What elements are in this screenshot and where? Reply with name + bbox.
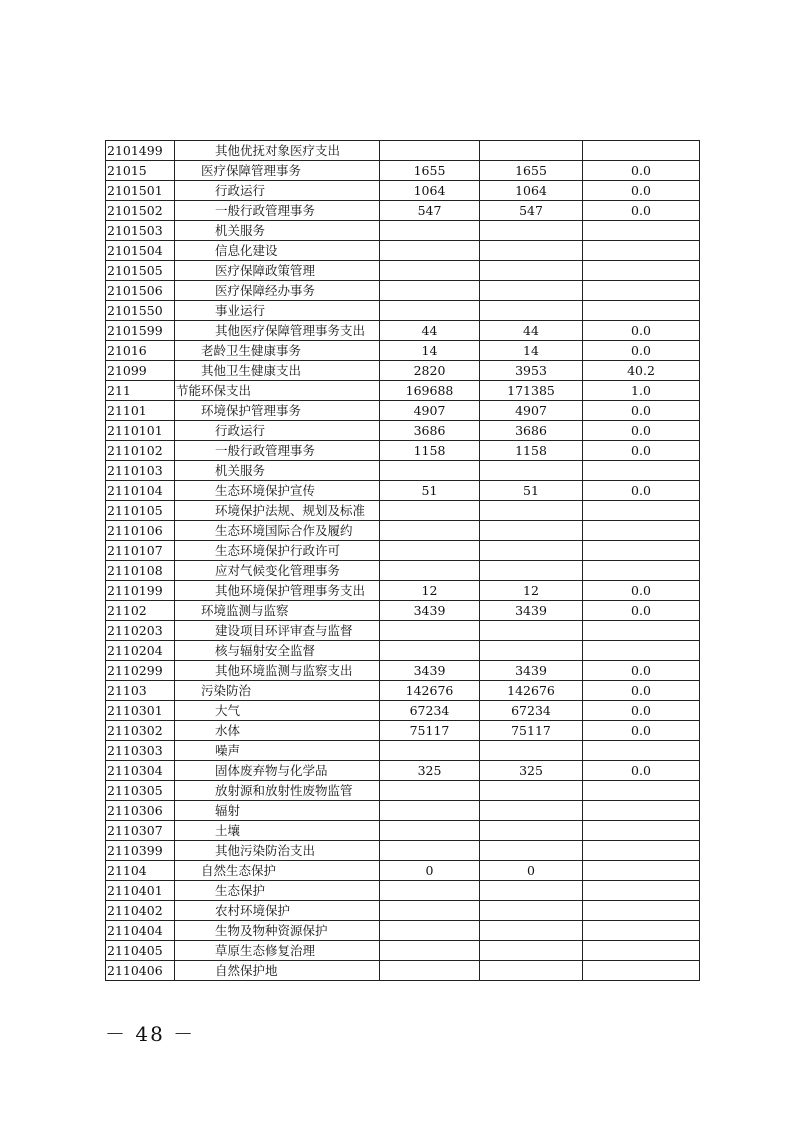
row-value-3: 0.0 [583, 601, 700, 621]
row-value-2: 1655 [480, 161, 583, 181]
table-row [106, 241, 700, 261]
table-row [106, 421, 700, 441]
row-value-1: 3439 [380, 661, 480, 681]
table-row [106, 661, 700, 681]
row-name: 其他医疗保障管理事务支出 [175, 321, 380, 341]
row-code: 2110101 [106, 421, 175, 441]
row-name: 应对气候变化管理事务 [175, 561, 380, 581]
row-value-3 [583, 821, 700, 841]
row-value-2 [480, 301, 583, 321]
row-value-2 [480, 221, 583, 241]
row-name: 医疗保障经办事务 [175, 281, 380, 301]
table-row [106, 721, 700, 741]
row-value-1 [380, 141, 480, 161]
row-value-3 [583, 921, 700, 941]
row-value-2: 14 [480, 341, 583, 361]
row-value-1 [380, 281, 480, 301]
row-value-1: 12 [380, 581, 480, 601]
table-row [106, 941, 700, 961]
row-value-2 [480, 501, 583, 521]
row-value-2: 171385 [480, 381, 583, 401]
row-value-3: 0.0 [583, 321, 700, 341]
row-code: 2101505 [106, 261, 175, 281]
row-value-1: 14 [380, 341, 480, 361]
table-row [106, 361, 700, 381]
row-value-3 [583, 901, 700, 921]
row-value-1: 547 [380, 201, 480, 221]
row-name: 医疗保障管理事务 [175, 161, 380, 181]
table-row [106, 461, 700, 481]
row-value-2 [480, 561, 583, 581]
row-value-2: 3686 [480, 421, 583, 441]
row-value-1: 75117 [380, 721, 480, 741]
row-code: 21099 [106, 361, 175, 381]
row-name: 事业运行 [175, 301, 380, 321]
table-row [106, 281, 700, 301]
row-code: 21016 [106, 341, 175, 361]
row-value-2: 3439 [480, 601, 583, 621]
table-row [106, 541, 700, 561]
row-value-1: 0 [380, 861, 480, 881]
table-row [106, 641, 700, 661]
row-value-3: 0.0 [583, 581, 700, 601]
row-value-1 [380, 641, 480, 661]
row-code: 2110401 [106, 881, 175, 901]
row-value-2 [480, 261, 583, 281]
row-value-2 [480, 241, 583, 261]
row-code: 2110404 [106, 921, 175, 941]
row-value-2 [480, 781, 583, 801]
row-value-3 [583, 221, 700, 241]
row-code: 2110108 [106, 561, 175, 581]
row-value-1 [380, 221, 480, 241]
row-value-3 [583, 241, 700, 261]
row-code: 2110306 [106, 801, 175, 821]
row-code: 2110402 [106, 901, 175, 921]
table-row [106, 341, 700, 361]
row-name: 节能环保支出 [175, 381, 380, 401]
row-value-2: 3953 [480, 361, 583, 381]
table-row [106, 321, 700, 341]
row-value-2 [480, 921, 583, 941]
row-value-1: 142676 [380, 681, 480, 701]
row-name: 其他优抚对象医疗支出 [175, 141, 380, 161]
table-row [106, 181, 700, 201]
row-value-2 [480, 281, 583, 301]
table-row [106, 301, 700, 321]
table-row [106, 701, 700, 721]
row-value-2 [480, 461, 583, 481]
row-name: 农村环境保护 [175, 901, 380, 921]
row-name: 大气 [175, 701, 380, 721]
row-value-1 [380, 521, 480, 541]
row-value-3 [583, 541, 700, 561]
row-name: 生态环境国际合作及履约 [175, 521, 380, 541]
row-code: 2101502 [106, 201, 175, 221]
row-value-3 [583, 461, 700, 481]
row-name: 其他环境保护管理事务支出 [175, 581, 380, 601]
table-row [106, 621, 700, 641]
row-code: 2110307 [106, 821, 175, 841]
row-value-1 [380, 561, 480, 581]
row-value-3 [583, 841, 700, 861]
row-value-3 [583, 521, 700, 541]
row-name: 其他污染防治支出 [175, 841, 380, 861]
row-name: 草原生态修复治理 [175, 941, 380, 961]
row-value-1: 3686 [380, 421, 480, 441]
row-name: 一般行政管理事务 [175, 201, 380, 221]
row-value-1: 4907 [380, 401, 480, 421]
row-value-1: 1158 [380, 441, 480, 461]
row-name: 核与辐射安全监督 [175, 641, 380, 661]
row-value-3: 0.0 [583, 721, 700, 741]
row-value-3: 40.2 [583, 361, 700, 381]
row-name: 信息化建设 [175, 241, 380, 261]
row-value-2: 325 [480, 761, 583, 781]
row-name: 机关服务 [175, 461, 380, 481]
row-value-2: 142676 [480, 681, 583, 701]
table-row [106, 901, 700, 921]
row-value-1: 67234 [380, 701, 480, 721]
row-value-2: 67234 [480, 701, 583, 721]
row-code: 2110405 [106, 941, 175, 961]
row-code: 2101550 [106, 301, 175, 321]
row-value-1 [380, 741, 480, 761]
row-code: 21102 [106, 601, 175, 621]
row-name: 环境保护法规、规划及标准 [175, 501, 380, 521]
row-name: 土壤 [175, 821, 380, 841]
row-name: 生态环境保护行政许可 [175, 541, 380, 561]
row-value-2: 0 [480, 861, 583, 881]
row-name: 行政运行 [175, 421, 380, 441]
row-value-3 [583, 801, 700, 821]
table-row [106, 821, 700, 841]
table-row [106, 521, 700, 541]
row-code: 2101506 [106, 281, 175, 301]
row-code: 2101501 [106, 181, 175, 201]
row-code: 2110302 [106, 721, 175, 741]
row-name: 生态环境保护宣传 [175, 481, 380, 501]
row-value-2 [480, 941, 583, 961]
row-name: 污染防治 [175, 681, 380, 701]
row-value-1 [380, 261, 480, 281]
row-value-3: 0.0 [583, 701, 700, 721]
row-code: 2101504 [106, 241, 175, 261]
row-name: 辐射 [175, 801, 380, 821]
row-value-2: 12 [480, 581, 583, 601]
row-code: 2101503 [106, 221, 175, 241]
table-row [106, 581, 700, 601]
table-row [106, 381, 700, 401]
row-value-2: 44 [480, 321, 583, 341]
row-value-2 [480, 741, 583, 761]
row-value-2 [480, 841, 583, 861]
row-value-3: 0.0 [583, 761, 700, 781]
row-value-2: 547 [480, 201, 583, 221]
row-value-1 [380, 801, 480, 821]
row-value-1 [380, 621, 480, 641]
row-code: 21101 [106, 401, 175, 421]
row-name: 水体 [175, 721, 380, 741]
row-value-1 [380, 901, 480, 921]
row-value-2 [480, 881, 583, 901]
row-value-2: 4907 [480, 401, 583, 421]
row-value-3 [583, 281, 700, 301]
row-value-3: 0.0 [583, 681, 700, 701]
table-row [106, 401, 700, 421]
row-value-1 [380, 881, 480, 901]
row-value-3: 0.0 [583, 661, 700, 681]
row-code: 2101499 [106, 141, 175, 161]
table-body [106, 141, 700, 981]
row-value-2: 75117 [480, 721, 583, 741]
table-row [106, 441, 700, 461]
row-value-3: 0.0 [583, 481, 700, 501]
row-code: 21103 [106, 681, 175, 701]
row-value-3: 0.0 [583, 341, 700, 361]
row-name: 自然保护地 [175, 961, 380, 981]
table-row [106, 741, 700, 761]
row-name: 建设项目环评审查与监督 [175, 621, 380, 641]
row-value-3: 0.0 [583, 181, 700, 201]
row-code: 2110299 [106, 661, 175, 681]
row-value-2 [480, 821, 583, 841]
table-row [106, 881, 700, 901]
row-value-3: 0.0 [583, 201, 700, 221]
row-value-2 [480, 641, 583, 661]
row-name: 行政运行 [175, 181, 380, 201]
row-name: 老龄卫生健康事务 [175, 341, 380, 361]
table-row [106, 261, 700, 281]
row-value-1: 325 [380, 761, 480, 781]
row-value-1 [380, 941, 480, 961]
row-value-2 [480, 961, 583, 981]
row-name: 其他卫生健康支出 [175, 361, 380, 381]
row-value-3 [583, 301, 700, 321]
row-value-3 [583, 741, 700, 761]
row-value-1: 3439 [380, 601, 480, 621]
row-value-1: 169688 [380, 381, 480, 401]
row-code: 2110399 [106, 841, 175, 861]
row-value-2 [480, 521, 583, 541]
table-row [106, 161, 700, 181]
table-row [106, 681, 700, 701]
row-value-1 [380, 541, 480, 561]
row-value-2 [480, 801, 583, 821]
table-row [106, 221, 700, 241]
row-value-3 [583, 781, 700, 801]
table-row [106, 801, 700, 821]
table-row [106, 841, 700, 861]
row-value-1 [380, 501, 480, 521]
table-row [106, 761, 700, 781]
row-value-3 [583, 961, 700, 981]
row-value-1: 51 [380, 481, 480, 501]
row-name: 环境监测与监察 [175, 601, 380, 621]
row-value-3: 0.0 [583, 421, 700, 441]
row-value-3 [583, 941, 700, 961]
budget-table [105, 140, 700, 981]
row-value-2 [480, 901, 583, 921]
row-value-2: 1064 [480, 181, 583, 201]
row-value-3 [583, 501, 700, 521]
row-code: 2110107 [106, 541, 175, 561]
row-code: 2110104 [106, 481, 175, 501]
row-value-1 [380, 461, 480, 481]
row-value-3 [583, 641, 700, 661]
table-row [106, 921, 700, 941]
row-value-3 [583, 881, 700, 901]
row-name: 固体废弃物与化学品 [175, 761, 380, 781]
row-name: 医疗保障政策管理 [175, 261, 380, 281]
row-code: 21104 [106, 861, 175, 881]
table-row [106, 501, 700, 521]
row-value-3 [583, 141, 700, 161]
row-code: 2110199 [106, 581, 175, 601]
row-value-1 [380, 241, 480, 261]
row-name: 环境保护管理事务 [175, 401, 380, 421]
row-code: 2110301 [106, 701, 175, 721]
row-name: 自然生态保护 [175, 861, 380, 881]
row-code: 2110303 [106, 741, 175, 761]
row-value-3: 0.0 [583, 401, 700, 421]
row-value-3 [583, 621, 700, 641]
row-value-1: 2820 [380, 361, 480, 381]
row-value-2: 1158 [480, 441, 583, 461]
row-value-3: 1.0 [583, 381, 700, 401]
row-name: 机关服务 [175, 221, 380, 241]
table-row [106, 601, 700, 621]
table-row [106, 861, 700, 881]
row-code: 21015 [106, 161, 175, 181]
row-value-1: 44 [380, 321, 480, 341]
row-name: 放射源和放射性废物监管 [175, 781, 380, 801]
table-row [106, 141, 700, 161]
row-code: 2110406 [106, 961, 175, 981]
row-value-3 [583, 561, 700, 581]
row-value-1 [380, 961, 480, 981]
row-value-2: 3439 [480, 661, 583, 681]
row-value-2 [480, 541, 583, 561]
row-code: 2101599 [106, 321, 175, 341]
row-value-3 [583, 861, 700, 881]
row-code: 2110305 [106, 781, 175, 801]
row-name: 生物及物种资源保护 [175, 921, 380, 941]
row-code: 2110105 [106, 501, 175, 521]
table-row [106, 201, 700, 221]
row-value-2 [480, 141, 583, 161]
row-code: 2110204 [106, 641, 175, 661]
table-row [106, 781, 700, 801]
table-row [106, 561, 700, 581]
row-name: 一般行政管理事务 [175, 441, 380, 461]
row-value-1 [380, 301, 480, 321]
row-code: 2110106 [106, 521, 175, 541]
row-code: 211 [106, 381, 175, 401]
row-name: 噪声 [175, 741, 380, 761]
row-code: 2110304 [106, 761, 175, 781]
row-value-2 [480, 621, 583, 641]
table-row [106, 961, 700, 981]
row-name: 生态保护 [175, 881, 380, 901]
row-value-1 [380, 821, 480, 841]
row-value-1 [380, 921, 480, 941]
row-value-3: 0.0 [583, 441, 700, 461]
row-value-1: 1655 [380, 161, 480, 181]
table-row [106, 481, 700, 501]
row-code: 2110203 [106, 621, 175, 641]
row-value-1 [380, 781, 480, 801]
row-code: 2110103 [106, 461, 175, 481]
row-name: 其他环境监测与监察支出 [175, 661, 380, 681]
row-code: 2110102 [106, 441, 175, 461]
row-value-3 [583, 261, 700, 281]
row-value-3: 0.0 [583, 161, 700, 181]
row-value-2: 51 [480, 481, 583, 501]
row-value-1: 1064 [380, 181, 480, 201]
page-number: － 48 － [105, 1022, 196, 1046]
row-value-1 [380, 841, 480, 861]
